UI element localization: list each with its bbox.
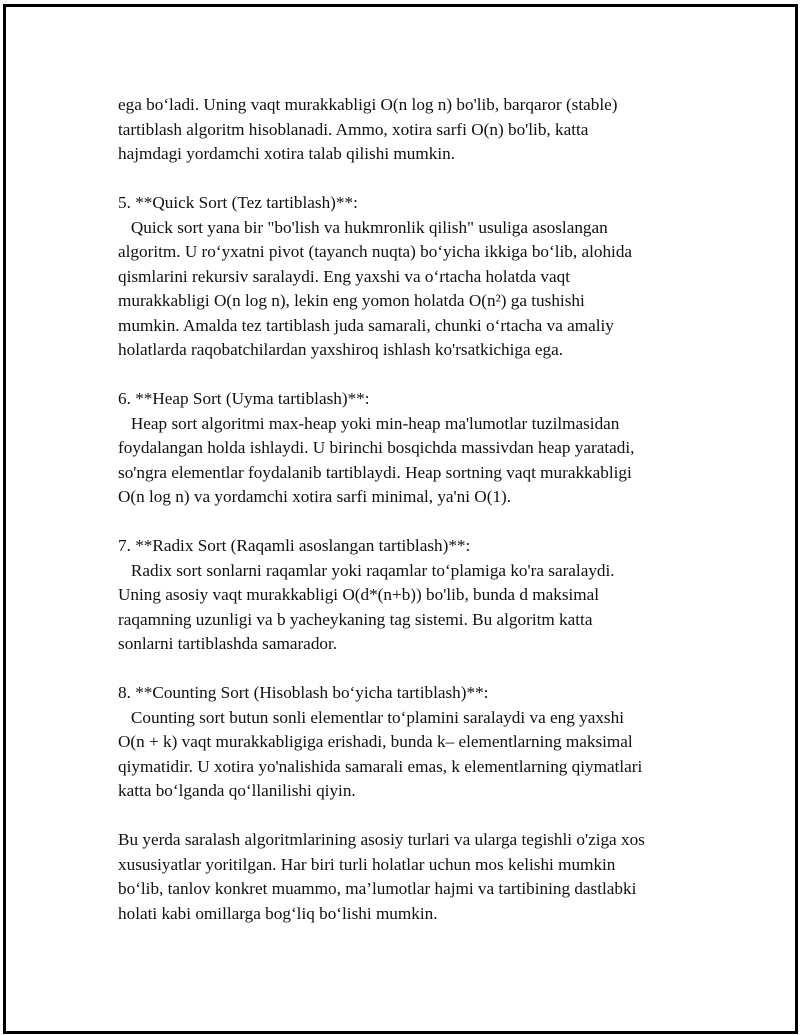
text-line: holatlarda raqobatchilardan yaxshiroq ishlash ko'rsatkichiga ega.	[118, 340, 564, 359]
text-line: 8. **Counting Sort (Hisoblash bo‘yicha tartiblash)**:	[118, 683, 489, 702]
paragraph-heap-sort	[118, 387, 718, 510]
text-line: algoritm. U ro‘yxatni pivot (tayanch nuqta) bo‘yicha ikkiga bo‘lib, alohida	[118, 242, 633, 261]
text-line: xususiyatlar yoritilgan. Har biri turli holatlar uchun mos kelishi mumkin	[118, 854, 616, 874]
text-line: katta bo‘lganda qo‘llanilishi qiyin.	[118, 781, 356, 800]
paragraph-gap	[118, 657, 718, 682]
text-line: Quick sort yana bir "bo'lish va hukmronlik qilish" usuliga asoslangan	[118, 217, 608, 237]
text-line: 6. **Heap Sort (Uyma tartiblash)**:	[118, 389, 370, 408]
paragraph-gap	[118, 167, 718, 192]
text-line: 7. **Radix Sort (Raqamli asoslangan tartiblash)**:	[118, 536, 471, 555]
text-line: foydalangan holda ishlaydi. U birinchi bosqichda massivdan heap yaratadi,	[118, 438, 635, 457]
text-line: O(n log n) va yordamchi xotira sarfi minimal, ya'ni O(1).	[118, 487, 512, 506]
text-line: Bu yerda saralash algoritmlarining asosiy turlari va ularga tegishli o'ziga xos	[118, 830, 645, 849]
text-line: bo‘lib, tanlov konkret muammo, ma’lumotlar hajmi va tartibining dastlabki	[118, 879, 637, 898]
text-line: ega bo‘ladi. Uning vaqt murakkabligi O(n log n) bo'lib, barqaror (stable)	[118, 95, 618, 114]
paragraph-conclusion	[118, 828, 718, 926]
text-line: sonlarni tartiblashda samarador.	[118, 634, 338, 653]
paragraph-quick-sort	[118, 191, 718, 363]
text-line: Heap sort algoritmi max-heap yoki min-heap ma'lumotlar tuzilmasidan	[118, 413, 620, 433]
text-line: murakkabligi O(n log n), lekin eng yomon holatda O(n²) ga tushishi	[118, 291, 585, 310]
paragraph-radix-sort	[118, 534, 718, 657]
text-line: 5. **Quick Sort (Tez tartiblash)**:	[118, 193, 358, 212]
text-line: Uning asosiy vaqt murakkabligi O(d*(n+b)) bo'lib, bunda d maksimal	[118, 585, 600, 604]
paragraph-merge-tail	[118, 93, 718, 167]
text-line: qismlarini rekursiv saralaydi. Eng yaxshi va o‘rtacha holatda vaqt	[118, 266, 570, 286]
paragraph-counting-sort	[118, 681, 718, 804]
text-line: mumkin. Amalda tez tartiblash juda samarali, chunki o‘rtacha va amaliy	[118, 315, 614, 335]
paragraph-gap	[118, 804, 718, 829]
paragraph-gap	[118, 363, 718, 388]
text-line: hajmdagi yordamchi xotira talab qilishi mumkin.	[118, 144, 456, 163]
text-line: holati kabi omillarga bog‘liq bo‘lishi mumkin.	[118, 903, 438, 923]
text-line: O(n + k) vaqt murakkabligiga erishadi, bunda k– elementlarning maksimal	[118, 732, 633, 751]
text-line: raqamning uzunligi va b yacheykaning tag sistemi. Bu algoritm katta	[118, 609, 593, 629]
text-line: Counting sort butun sonli elementlar to‘plamini saralaydi va eng yaxshi	[118, 707, 624, 727]
paragraph-gap	[118, 510, 718, 535]
document-body	[118, 93, 718, 926]
text-line: qiymatidir. U xotira yo'nalishida samarali emas, k elementlarning qiymatlari	[118, 756, 643, 776]
text-line: Radix sort sonlarni raqamlar yoki raqamlar to‘plamiga ko'ra saralaydi.	[118, 560, 615, 580]
text-line: tartiblash algoritm hisoblanadi. Ammo, xotira sarfi O(n) bo'lib, katta	[118, 119, 589, 139]
text-line: so'ngra elementlar foydalanib tartiblaydi. Heap sortning vaqt murakkabligi	[118, 462, 632, 482]
